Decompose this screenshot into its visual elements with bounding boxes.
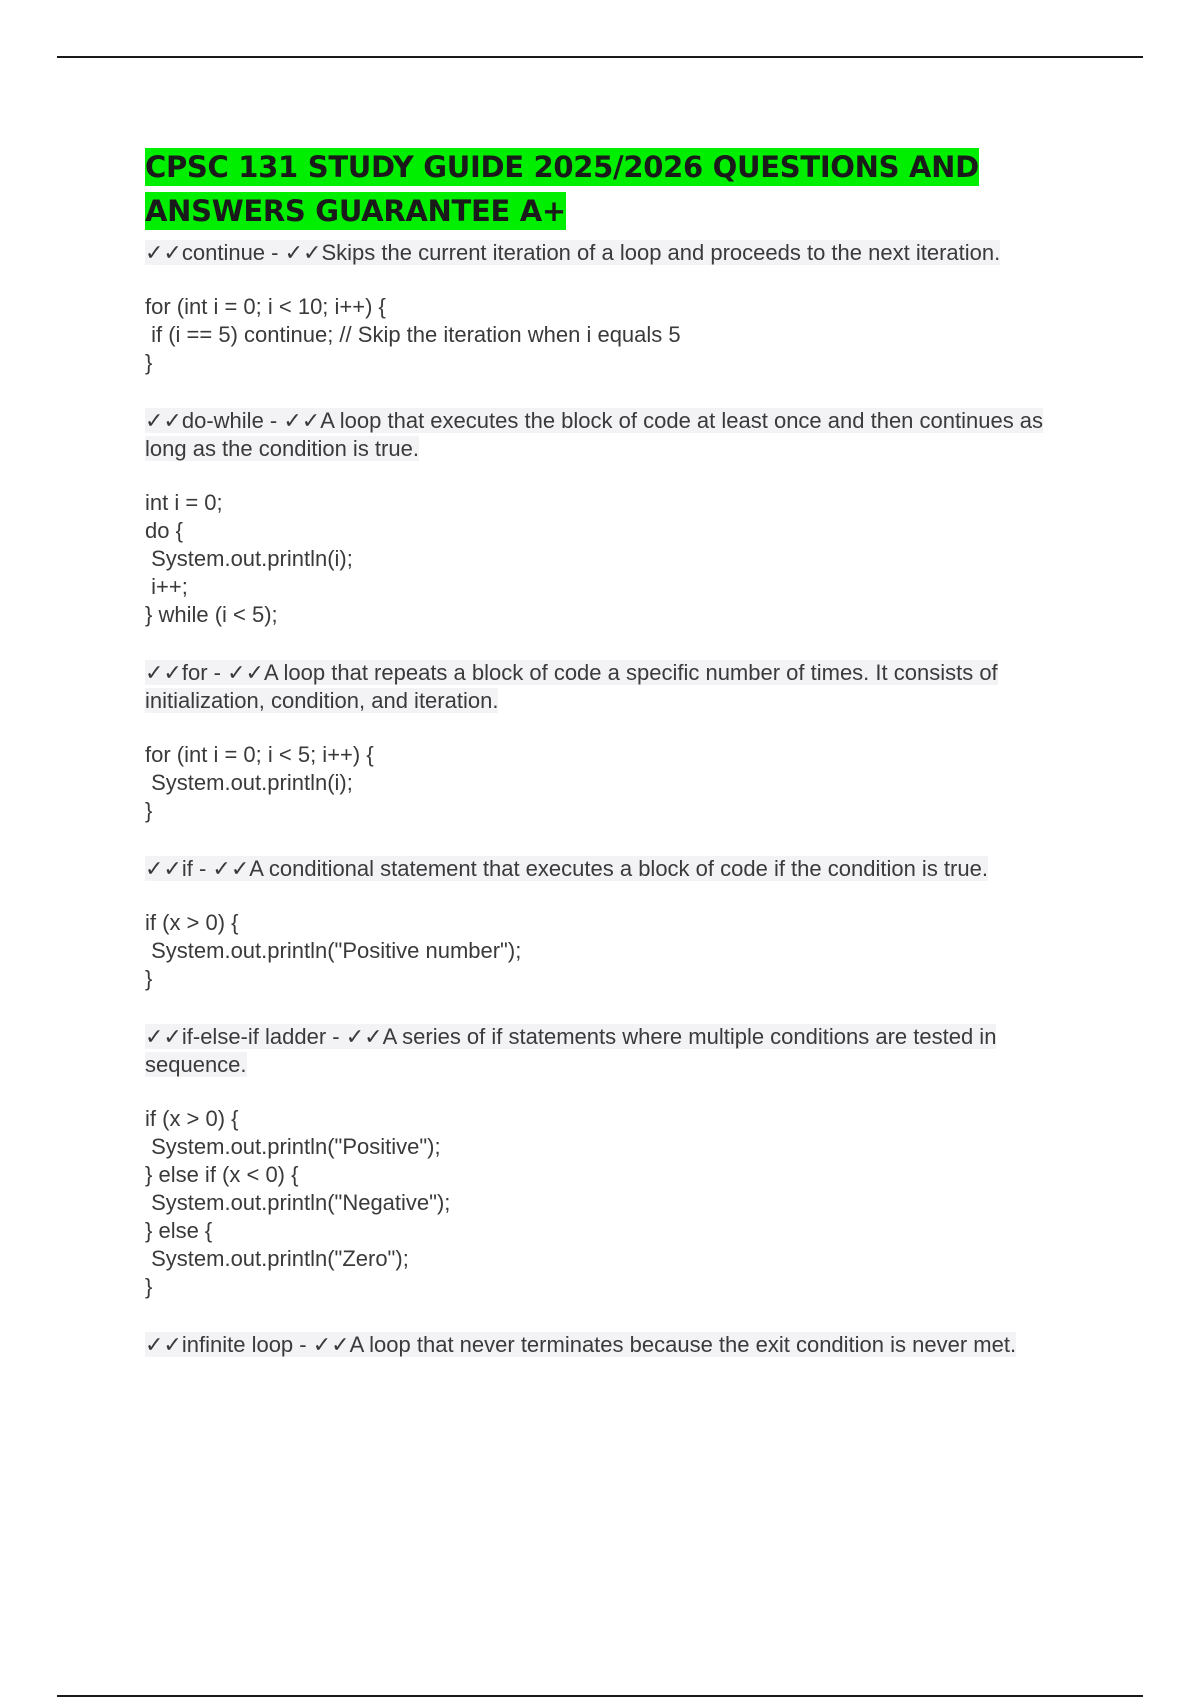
entry-for <box>145 659 1085 825</box>
entry-definition: ✓✓if - ✓✓A conditional statement that executes a block of code if the condition is true. <box>145 856 988 881</box>
entry-if-else-if-ladder <box>145 1023 1085 1301</box>
document-title <box>145 145 1085 233</box>
entry-infinite-loop <box>145 1331 1085 1359</box>
entry-definition: ✓✓if-else-if ladder - ✓✓A series of if statements where multiple conditions are tested in sequence. <box>145 1024 997 1077</box>
entry-definition: ✓✓do-while - ✓✓A loop that executes the block of code at least once and then continues as long as the condition is true. <box>145 408 1044 461</box>
entry-definition: ✓✓continue - ✓✓Skips the current iteration of a loop and proceeds to the next iteration. <box>145 240 1001 265</box>
code-example: if (x > 0) { System.out.println("Positive"); } else if (x < 0) { System.out.println("Negative"); } else { System.out.println("Zero"); } <box>145 1106 451 1299</box>
entry-continue <box>145 239 1085 377</box>
entry-do-while <box>145 407 1085 629</box>
footer-rule <box>57 1695 1143 1697</box>
title-highlight: CPSC 131 STUDY GUIDE 2025/2026 QUESTIONS AND ANSWERS GUARANTEE A+ <box>145 150 979 228</box>
header-rule <box>57 56 1143 58</box>
document-body <box>145 145 1085 1359</box>
entry-definition: ✓✓for - ✓✓A loop that repeats a block of code a specific number of times. It consists of initialization, condition, and iteration. <box>145 660 998 713</box>
code-example: for (int i = 0; i < 10; i++) { if (i == 5) continue; // Skip the iteration when i equals 5 } <box>145 294 681 375</box>
code-example: for (int i = 0; i < 5; i++) { System.out.println(i); } <box>145 742 374 823</box>
entry-definition: ✓✓infinite loop - ✓✓A loop that never terminates because the exit condition is never met. <box>145 1332 1017 1357</box>
entry-if <box>145 855 1085 993</box>
code-example: if (x > 0) { System.out.println("Positive number"); } <box>145 910 522 991</box>
code-example: int i = 0; do { System.out.println(i); i++; } while (i < 5); <box>145 490 353 627</box>
